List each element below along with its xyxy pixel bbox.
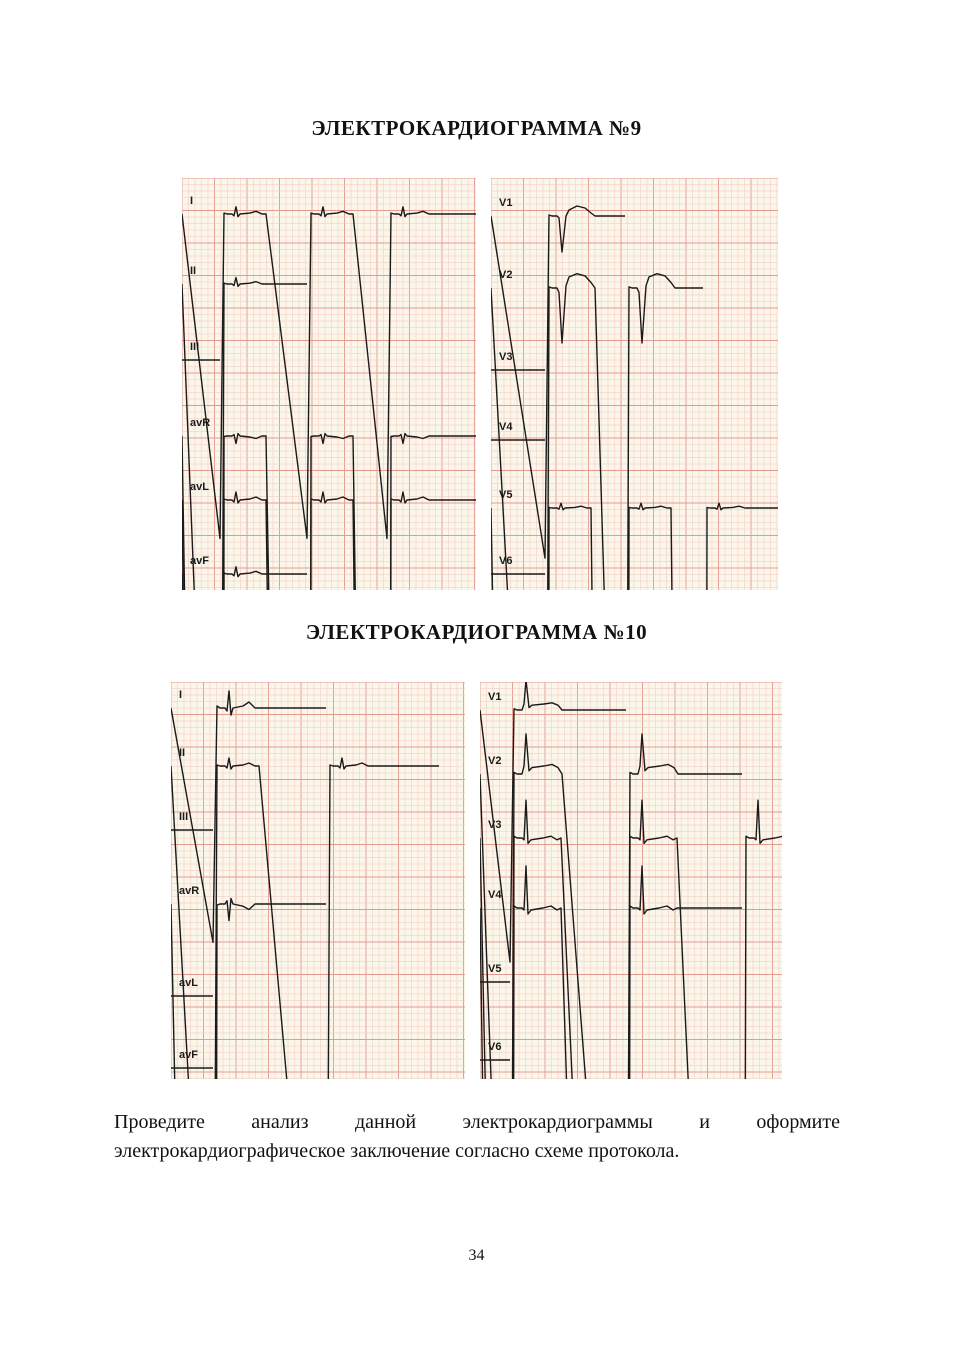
ecg10-limb-svg bbox=[171, 682, 465, 1079]
ecg9-chest-label-v1: V1 bbox=[499, 197, 513, 209]
ecg10-limb-label-iii: III bbox=[179, 811, 189, 823]
ecg10-chest-label-v1: V1 bbox=[488, 691, 502, 703]
ecg10-title: ЭЛЕКТРОКАРДИОГРАММА №10 bbox=[305, 620, 648, 644]
ecg10-limb-label-avr: avR bbox=[179, 885, 200, 897]
ecg9-limb-leads-strip bbox=[182, 178, 476, 590]
ecg9-limb-label-iii: III bbox=[190, 341, 200, 353]
ecg10-chest-svg bbox=[480, 682, 782, 1079]
ecg9-limb-label-ii: II bbox=[190, 265, 197, 277]
ecg9-limb-label-i: I bbox=[190, 195, 194, 207]
page-number: 34 bbox=[468, 1247, 485, 1264]
ecg10-chest-label-v4: V4 bbox=[488, 889, 502, 901]
ecg9-chest-label-v2: V2 bbox=[499, 269, 513, 281]
ecg9-chest-label-v5: V5 bbox=[499, 489, 513, 501]
ecg9-limb-svg bbox=[182, 178, 476, 590]
ecg10-limb-leads-strip bbox=[171, 682, 465, 1079]
ecg10-chest-label-v6: V6 bbox=[488, 1041, 502, 1053]
ecg10-limb-label-avl: avL bbox=[179, 977, 198, 989]
ecg9-chest-label-v6: V6 bbox=[499, 555, 513, 567]
ecg9-limb-label-avl: avL bbox=[190, 481, 209, 493]
instruction-text: Проведите анализ данной электрокардиограммы и оформите электрокардиографическое заключение согласно схеме протокола. bbox=[114, 1111, 840, 1162]
ecg9-limb-label-avf: avF bbox=[190, 555, 209, 567]
ecg10-chest-label-v5: V5 bbox=[488, 963, 502, 975]
ecg9-chest-label-v4: V4 bbox=[499, 421, 513, 433]
ecg9-chest-leads-strip bbox=[491, 178, 778, 590]
ecg10-limb-label-avf: avF bbox=[179, 1049, 198, 1061]
ecg9-chest-label-v3: V3 bbox=[499, 351, 513, 363]
ecg10-chest-label-v3: V3 bbox=[488, 819, 502, 831]
ecg10-limb-label-i: I bbox=[179, 689, 183, 701]
ecg10-limb-label-ii: II bbox=[179, 747, 186, 759]
ecg9-limb-label-avr: avR bbox=[190, 417, 211, 429]
ecg10-chest-label-v2: V2 bbox=[488, 755, 502, 767]
ecg10-chest-leads-strip bbox=[480, 682, 782, 1079]
ecg9-title: ЭЛЕКТРОКАРДИОГРАММА №9 bbox=[311, 116, 642, 140]
ecg9-chest-svg bbox=[491, 178, 778, 590]
